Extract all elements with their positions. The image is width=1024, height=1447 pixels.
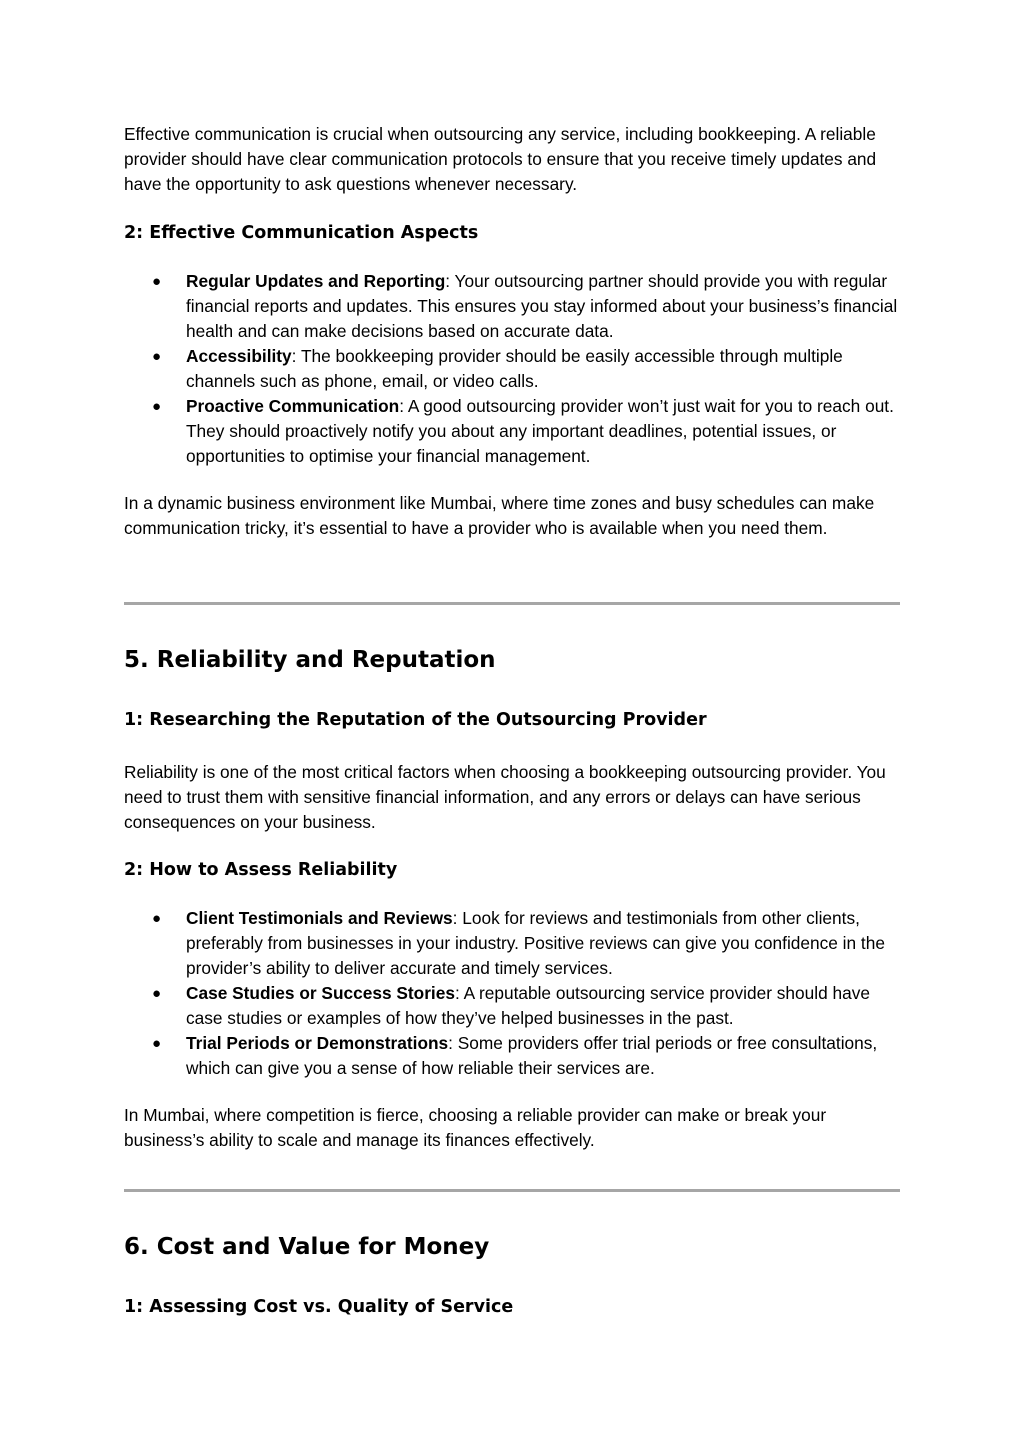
list-item — [0, 1031, 878, 1081]
list-item-term: Trial Periods or Demonstrations — [186, 1033, 449, 1053]
list-item-term: Accessibility — [186, 346, 292, 366]
bullet-icon: ● — [152, 398, 162, 415]
list-item-term: Client Testimonials and Reviews — [186, 908, 453, 928]
assess-reliability-heading: 2: How to Assess Reliability — [124, 860, 398, 880]
communication-intro-paragraph: Effective communication is crucial when outsourcing any service, including bookkeeping. A reliable provider should have clear communication protocols to ensure that you receive timely updates and have the opportunity to ask questions whenever necessary. — [124, 124, 877, 194]
reliability-closing-paragraph: In Mumbai, where competition is fierce, choosing a reliable provider can make or break your business’s ability to scale and manage its finances effectively. — [124, 1105, 827, 1150]
bullet-icon: ● — [152, 273, 162, 290]
list-item — [0, 344, 843, 394]
assess-reliability-list — [0, 906, 885, 1081]
list-item-text: : Your outsourcing partner should provide you with regular financial reports and updates. This ensures you stay informed about your business’s financial health and can make decisions based on accurate data. — [186, 271, 898, 341]
list-item-term: Regular Updates and Reporting — [186, 271, 446, 291]
communication-closing-paragraph: In a dynamic business environment like Mumbai, where time zones and busy schedules can make communication tricky, it’s essential to have a provider who is available when you need them. — [124, 493, 875, 538]
list-item-term: Proactive Communication — [186, 396, 400, 416]
list-item-text: : Look for reviews and testimonials from other clients, preferably from businesses in your industry. Positive reviews can give you confidence in the provider’s ability to deliver accurate and timely services. — [186, 908, 885, 978]
cost-value-heading: 6. Cost and Value for Money — [124, 1234, 490, 1260]
researching-reputation-heading: 1: Researching the Reputation of the Outsourcing Provider — [124, 710, 707, 730]
communication-aspects-list — [0, 269, 898, 469]
bullet-icon: ● — [152, 348, 162, 365]
section-divider — [124, 1189, 900, 1192]
reliability-intro-paragraph: Reliability is one of the most critical factors when choosing a bookkeeping outsourcing provider. You need to trust them with sensitive financial information, and any errors or delays can have serious consequences on your business. — [124, 762, 886, 832]
effective-communication-aspects-heading: 2: Effective Communication Aspects — [124, 223, 479, 243]
section-divider — [124, 602, 900, 605]
list-item — [0, 906, 885, 981]
list-item — [0, 269, 898, 344]
list-item-text: : A good outsourcing provider won’t just wait for you to reach out. They should proactively notify you about any important deadlines, potential issues, or opportunities to optimise your financial management. — [186, 396, 894, 466]
list-item — [0, 394, 894, 469]
list-item-text: : A reputable outsourcing service provider should have case studies or examples of how they’ve helped businesses in the past. — [186, 983, 870, 1028]
list-item-text: : Some providers offer trial periods or free consultations, which can give you a sense of how reliable their services are. — [186, 1033, 878, 1078]
list-item-term: Case Studies or Success Stories — [186, 983, 455, 1003]
reliability-reputation-heading: 5. Reliability and Reputation — [124, 647, 496, 673]
bullet-icon: ● — [152, 985, 162, 1002]
bullet-icon: ● — [152, 910, 162, 927]
list-item-text: : The bookkeeping provider should be easily accessible through multiple channels such as phone, email, or video calls. — [186, 346, 843, 391]
list-item — [0, 981, 870, 1031]
assessing-cost-heading: 1: Assessing Cost vs. Quality of Service — [124, 1297, 514, 1317]
bullet-icon: ● — [152, 1035, 162, 1052]
